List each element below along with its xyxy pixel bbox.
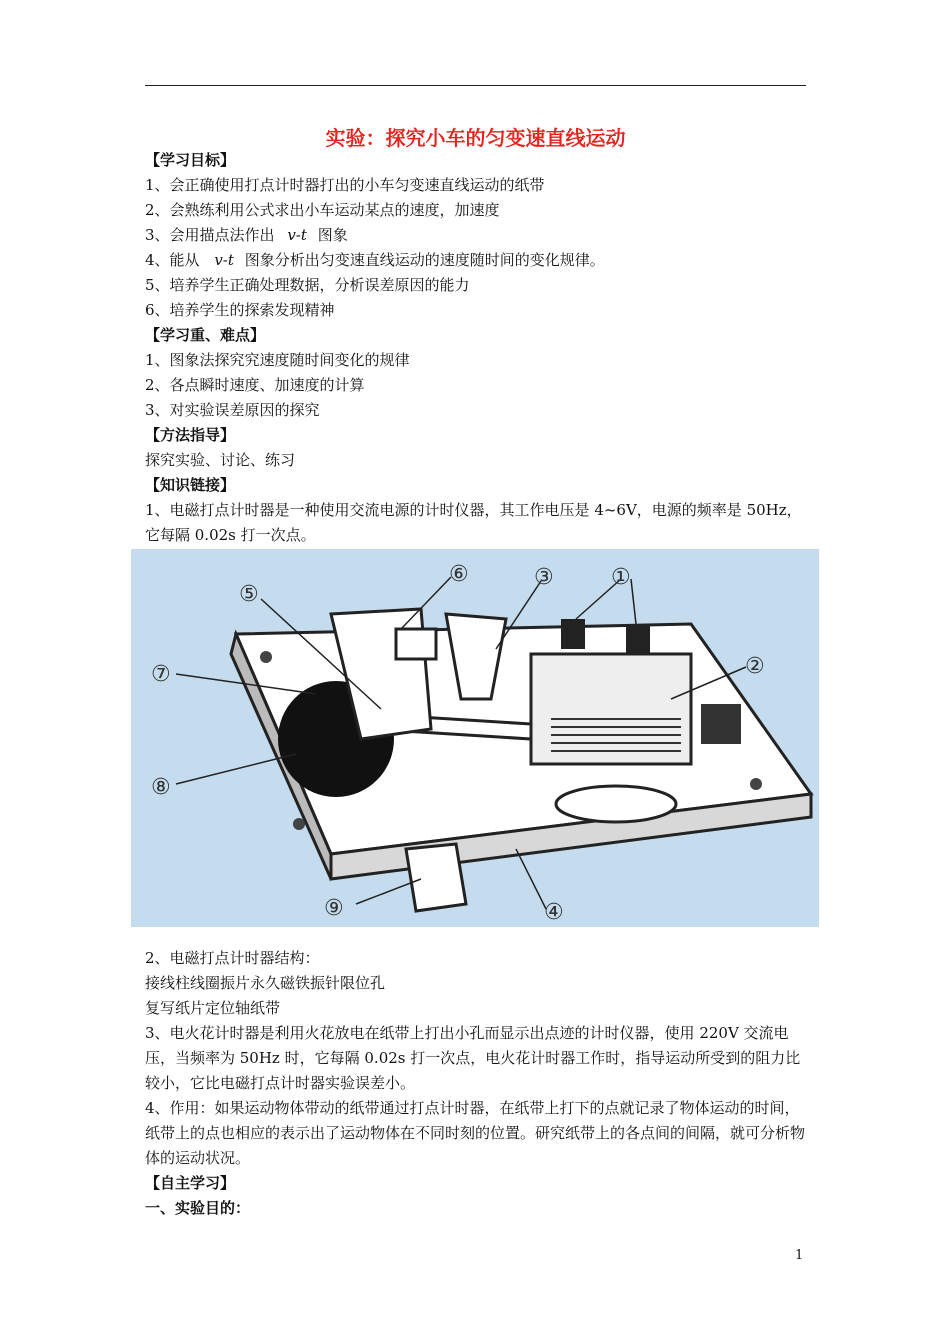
label-2: ② bbox=[745, 654, 765, 679]
key-point-item: 2、各点瞬时速度、加速度的计算 bbox=[145, 376, 365, 394]
goal-item bbox=[145, 223, 805, 248]
nameplate bbox=[556, 786, 676, 822]
header-rule bbox=[145, 85, 806, 86]
label-1: ① bbox=[611, 565, 631, 590]
goal-item-tail: 图象分析出匀变速直线运动的速度随时间的变化规律。 bbox=[244, 251, 605, 269]
timer-diagram bbox=[131, 549, 819, 927]
goal-item-text: 4、能从 bbox=[145, 251, 200, 269]
knowledge-paragraph-2-line1: 接线柱线圈振片永久磁铁振针限位孔 bbox=[145, 974, 386, 992]
knowledge-paragraph-1: 1、电磁打点计时器是一种使用交流电源的计时仪器，其工作电压是 4~6V，电源的频率是 50Hz，它每隔 0.02s 打一次点。 bbox=[145, 501, 802, 544]
screw-hole bbox=[260, 651, 272, 663]
goal-item: 2、会熟练利用公式求出小车运动某点的速度，加速度 bbox=[145, 201, 500, 219]
knowledge-paragraph-3: 3、电火花计时器是利用火花放电在纸带上打出小孔而显示出点迹的计时仪器，使用 220V 交流电压，当频率为 50Hz 时，它每隔 0.02s 打一次点，电火花计时器工作时，指导运动所受到的阻力比较小，它比电磁打点计时器实验误差小。 bbox=[145, 1024, 801, 1092]
label-3: ③ bbox=[534, 565, 554, 590]
label-4: ④ bbox=[544, 900, 564, 925]
goals-heading: 【学习目标】 bbox=[145, 151, 236, 169]
screw-hole bbox=[293, 818, 305, 830]
vt-variable: v-t bbox=[287, 226, 307, 244]
self-study-heading: 【自主学习】 bbox=[145, 1174, 236, 1192]
knowledge-continued bbox=[145, 946, 805, 1221]
goal-item bbox=[145, 248, 805, 273]
key-point-item: 1、图象法探究究速度随时间变化的规律 bbox=[145, 351, 410, 369]
screw-hole bbox=[750, 778, 762, 790]
knowledge-heading: 【知识链接】 bbox=[145, 476, 236, 494]
right-clip bbox=[701, 704, 741, 744]
label-9: ⑨ bbox=[324, 896, 344, 921]
paper-tape bbox=[406, 844, 466, 911]
knowledge-paragraph-2-line2: 复写纸片定位轴纸带 bbox=[145, 999, 281, 1017]
key-points-heading: 【学习重、难点】 bbox=[145, 326, 266, 344]
experiment-purpose-heading: 一、实验目的： bbox=[145, 1199, 251, 1217]
terminal-post bbox=[626, 624, 650, 654]
timer-illustration bbox=[131, 549, 819, 927]
vt-variable: v-t bbox=[214, 251, 234, 269]
goal-item: 5、培养学生正确处理数据，分析误差原因的能力 bbox=[145, 276, 470, 294]
label-8: ⑧ bbox=[151, 775, 171, 800]
goal-item-text: 3、会用描点法作出 bbox=[145, 226, 275, 244]
goals-section bbox=[145, 148, 805, 548]
knowledge-paragraph-2-head: 2、电磁打点计时器结构： bbox=[145, 949, 320, 967]
label-6: ⑥ bbox=[449, 562, 469, 587]
method-heading: 【方法指导】 bbox=[145, 426, 236, 444]
bracket-top bbox=[396, 629, 436, 659]
page-number: 1 bbox=[795, 1248, 804, 1263]
goal-item: 6、培养学生的探索发现精神 bbox=[145, 301, 335, 319]
key-point-item: 3、对实验误差原因的探究 bbox=[145, 401, 320, 419]
label-5: ⑤ bbox=[239, 582, 259, 607]
method-text: 探究实验、讨论、练习 bbox=[145, 451, 296, 469]
terminal-post bbox=[561, 619, 585, 649]
knowledge-paragraph-4: 4、作用：如果运动物体带动的纸带通过打点计时器，在纸带上打下的点就记录了物体运动的时间，纸带上的点也相应的表示出了运动物体在不同时刻的位置。研究纸带上的各点间的间隔，就可分析物体的运动状况。 bbox=[145, 1099, 806, 1167]
coil-housing bbox=[531, 654, 691, 764]
page-title: 实验：探究小车的匀变速直线运动 bbox=[325, 126, 626, 150]
goal-item: 1、会正确使用打点计时器打出的小车匀变速直线运动的纸带 bbox=[145, 176, 545, 194]
label-7: ⑦ bbox=[151, 662, 171, 687]
goal-item-tail: 图象 bbox=[317, 226, 348, 244]
